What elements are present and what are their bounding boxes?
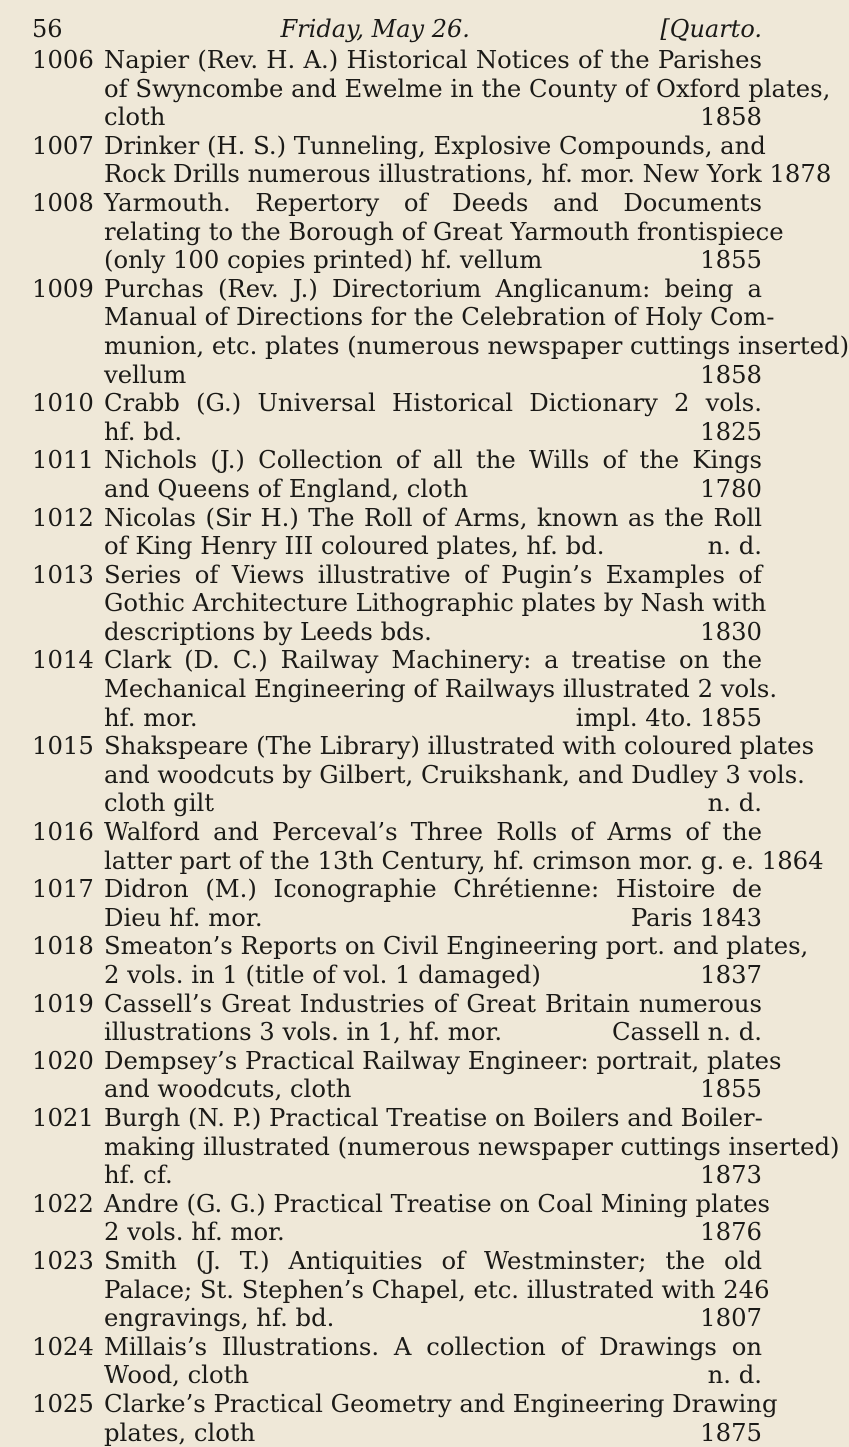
lot-entry xyxy=(20,875,762,932)
lot-description-line xyxy=(104,847,762,876)
lot-date: impl. 4to. 1855 xyxy=(576,704,762,733)
lot-description-line xyxy=(104,789,762,818)
lot-date: 1837 xyxy=(700,961,762,990)
lot-description-line xyxy=(104,990,762,1019)
lot-description-line xyxy=(104,389,762,418)
lot-text: Walford and Perceval’s Three Rolls of Arms of the xyxy=(104,817,762,846)
lot-date: 1875 xyxy=(700,1419,762,1447)
lot-text: Mechanical Engineering of Railways illustrated 2 vols. xyxy=(104,674,777,703)
lot-description-line xyxy=(104,1419,762,1447)
lot-number: 1012 xyxy=(32,504,104,533)
lot-description-line xyxy=(104,532,762,561)
lot-description-line xyxy=(104,75,762,104)
page-header xyxy=(32,14,762,44)
lot-description-line xyxy=(104,504,762,533)
lot-description-line xyxy=(104,1047,762,1076)
lot-date: n. d. xyxy=(708,532,762,561)
lot-text: munion, etc. plates (numerous newspaper cuttings inserted) xyxy=(104,331,849,360)
lot-entry xyxy=(20,389,762,446)
lot-entry xyxy=(20,1190,762,1247)
lot-text: illustrations 3 vols. in 1, hf. mor. xyxy=(104,1017,502,1046)
lot-description-line xyxy=(104,46,762,75)
lot-description-line xyxy=(104,361,762,390)
lot-description-line xyxy=(104,246,762,275)
lot-text: Millais’s Illustrations. A collection of Drawings on xyxy=(104,1332,762,1361)
lot-text: cloth xyxy=(104,102,165,131)
lot-text: Smith (J. T.) Antiquities of Westminster; the old xyxy=(104,1246,762,1275)
lot-description-line xyxy=(104,675,762,704)
lot-date: 1855 xyxy=(700,246,762,275)
sale-date: Friday, May 26. xyxy=(281,14,470,44)
lot-date: 1873 xyxy=(700,1161,762,1190)
lot-text: Burgh (N. P.) Practical Treatise on Boilers and Boiler- xyxy=(104,1103,763,1132)
lot-text: Rock Drills numerous illustrations, hf. mor. New York 1878 xyxy=(104,159,831,188)
lot-description-line xyxy=(104,561,762,590)
lot-number: 1018 xyxy=(32,932,104,961)
lot-description-line xyxy=(104,618,762,647)
lot-number: 1021 xyxy=(32,1104,104,1133)
lot-date: 1876 xyxy=(700,1218,762,1247)
lot-text: and Queens of England, cloth xyxy=(104,474,468,503)
lot-text: hf. cf. xyxy=(104,1160,173,1189)
lot-description-line xyxy=(104,303,762,332)
lot-number: 1020 xyxy=(32,1047,104,1076)
page-number: 56 xyxy=(32,14,72,44)
lot-number: 1007 xyxy=(32,132,104,161)
lot-entry xyxy=(20,1247,762,1333)
lot-text: Andre (G. G.) Practical Treatise on Coal Mining plates xyxy=(104,1189,770,1218)
lot-text: Shakspeare (The Library) illustrated with coloured plates xyxy=(104,731,814,760)
lot-text: Smeaton’s Reports on Civil Engineering port. and plates, xyxy=(104,931,808,960)
lot-entry xyxy=(20,1390,762,1447)
lot-number: 1013 xyxy=(32,561,104,590)
lot-date: 1830 xyxy=(700,618,762,647)
lot-date: Cassell n. d. xyxy=(612,1018,762,1047)
lot-description-line xyxy=(104,904,762,933)
lot-number: 1015 xyxy=(32,732,104,761)
lot-description-line xyxy=(104,1218,762,1247)
lot-entry xyxy=(20,818,762,875)
lot-date: 1807 xyxy=(700,1304,762,1333)
lot-entry xyxy=(20,732,762,818)
lot-entry xyxy=(20,504,762,561)
lot-date: 1855 xyxy=(700,1075,762,1104)
lot-description-line xyxy=(104,704,762,733)
lot-date: 1858 xyxy=(700,361,762,390)
lot-text: hf. mor. xyxy=(104,703,198,732)
lot-entry xyxy=(20,132,762,189)
lot-text: hf. bd. xyxy=(104,417,182,446)
lot-text: of King Henry III coloured plates, hf. bd. xyxy=(104,531,604,560)
lot-text: Dieu hf. mor. xyxy=(104,903,263,932)
lot-entry xyxy=(20,189,762,275)
lot-description-line xyxy=(104,1133,762,1162)
lot-text: vellum xyxy=(104,360,186,389)
lot-text: and woodcuts, cloth xyxy=(104,1074,351,1103)
lot-description-line xyxy=(104,160,762,189)
lot-text: Napier (Rev. H. A.) Historical Notices of the Parishes xyxy=(104,45,762,74)
lot-text: cloth gilt xyxy=(104,788,214,817)
lot-description-line xyxy=(104,761,762,790)
lot-description-line xyxy=(104,189,762,218)
lot-entry xyxy=(20,446,762,503)
lot-description-line xyxy=(104,1104,762,1133)
lot-entry xyxy=(20,46,762,132)
lot-text: Clarke’s Practical Geometry and Engineering Drawing xyxy=(104,1389,778,1418)
lot-entry xyxy=(20,1047,762,1104)
lot-entry xyxy=(20,561,762,647)
lot-text: 2 vols. in 1 (title of vol. 1 damaged) xyxy=(104,960,541,989)
lot-date: Paris 1843 xyxy=(631,904,762,933)
lot-description-line xyxy=(104,961,762,990)
lot-entry xyxy=(20,1333,762,1390)
lot-description-line xyxy=(104,1190,762,1219)
lot-description-line xyxy=(104,218,762,247)
lot-entry xyxy=(20,1104,762,1190)
lot-date: n. d. xyxy=(708,1361,762,1390)
lot-number: 1006 xyxy=(32,46,104,75)
lot-entry xyxy=(20,990,762,1047)
lot-text: Drinker (H. S.) Tunneling, Explosive Compounds, and xyxy=(104,131,766,160)
lot-description-line xyxy=(104,1018,762,1047)
lot-text: (only 100 copies printed) hf. vellum xyxy=(104,245,542,274)
lot-number: 1011 xyxy=(32,446,104,475)
lot-text: Clark (D. C.) Railway Machinery: a treatise on the xyxy=(104,645,762,674)
lot-number: 1009 xyxy=(32,275,104,304)
lot-number: 1024 xyxy=(32,1333,104,1362)
lot-description-line xyxy=(104,103,762,132)
lot-description-line xyxy=(104,1247,762,1276)
lot-description-line xyxy=(104,1276,762,1305)
lot-text: Nicolas (Sir H.) The Roll of Arms, known as the Roll xyxy=(104,503,762,532)
lot-description-line xyxy=(104,1333,762,1362)
lot-text: Cassell’s Great Industries of Great Britain numerous xyxy=(104,989,762,1018)
lot-number: 1017 xyxy=(32,875,104,904)
lot-date: 1825 xyxy=(700,418,762,447)
lot-description-line xyxy=(104,275,762,304)
lot-date: 1858 xyxy=(700,103,762,132)
lot-text: descriptions by Leeds bds. xyxy=(104,617,432,646)
lot-description-line xyxy=(104,1361,762,1390)
lot-description-line xyxy=(104,1304,762,1333)
lot-number: 1022 xyxy=(32,1190,104,1219)
lot-description-line xyxy=(104,132,762,161)
lot-text: Gothic Architecture Lithographic plates by Nash with xyxy=(104,588,766,617)
lot-text: engravings, hf. bd. xyxy=(104,1303,334,1332)
lot-text: Series of Views illustrative of Pugin’s Examples of xyxy=(104,560,762,589)
lot-number: 1014 xyxy=(32,646,104,675)
lot-description-line xyxy=(104,418,762,447)
lot-number: 1025 xyxy=(32,1390,104,1419)
lot-text: relating to the Borough of Great Yarmouth frontispiece xyxy=(104,217,784,246)
lot-text: Nichols (J.) Collection of all the Wills of the Kings xyxy=(104,445,762,474)
lot-text: Palace; St. Stephen’s Chapel, etc. illustrated with 246 xyxy=(104,1275,770,1304)
lot-description-line xyxy=(104,732,762,761)
lot-number: 1010 xyxy=(32,389,104,418)
lot-description-line xyxy=(104,818,762,847)
lot-description-line xyxy=(104,875,762,904)
lot-number: 1008 xyxy=(32,189,104,218)
lot-text: plates, cloth xyxy=(104,1418,255,1447)
lot-description-line xyxy=(104,1390,762,1419)
lot-list xyxy=(20,46,762,1447)
lot-text: 2 vols. hf. mor. xyxy=(104,1217,285,1246)
lot-number: 1016 xyxy=(32,818,104,847)
lot-text: Didron (M.) Iconographie Chrétienne: Histoire de xyxy=(104,874,762,903)
lot-description-line xyxy=(104,1161,762,1190)
lot-number: 1019 xyxy=(32,990,104,1019)
lot-entry xyxy=(20,646,762,732)
lot-entry xyxy=(20,932,762,989)
lot-description-line xyxy=(104,446,762,475)
lot-text: making illustrated (numerous newspaper cuttings inserted) xyxy=(104,1132,840,1161)
lot-text: of Swyncombe and Ewelme in the County of Oxford plates, xyxy=(104,74,830,103)
lot-description-line xyxy=(104,932,762,961)
lot-date: 1780 xyxy=(700,475,762,504)
lot-text: and woodcuts by Gilbert, Cruikshank, and Dudley 3 vols. xyxy=(104,760,805,789)
lot-description-line xyxy=(104,646,762,675)
lot-number: 1023 xyxy=(32,1247,104,1276)
lot-text: Wood, cloth xyxy=(104,1360,249,1389)
lot-text: latter part of the 13th Century, hf. crimson mor. g. e. 1864 xyxy=(104,846,824,875)
lot-description-line xyxy=(104,1075,762,1104)
lot-date: n. d. xyxy=(708,789,762,818)
lot-text: Manual of Directions for the Celebration of Holy Com- xyxy=(104,302,774,331)
book-format: [Quarto. xyxy=(660,14,762,44)
lot-text: Yarmouth. Repertory of Deeds and Documents xyxy=(104,188,762,217)
lot-text: Dempsey’s Practical Railway Engineer: portrait, plates xyxy=(104,1046,781,1075)
lot-description-line xyxy=(104,332,762,361)
lot-text: Crabb (G.) Universal Historical Dictionary 2 vols. xyxy=(104,388,762,417)
lot-description-line xyxy=(104,475,762,504)
lot-text: Purchas (Rev. J.) Directorium Anglicanum: being a xyxy=(104,274,762,303)
lot-description-line xyxy=(104,589,762,618)
lot-entry xyxy=(20,275,762,389)
